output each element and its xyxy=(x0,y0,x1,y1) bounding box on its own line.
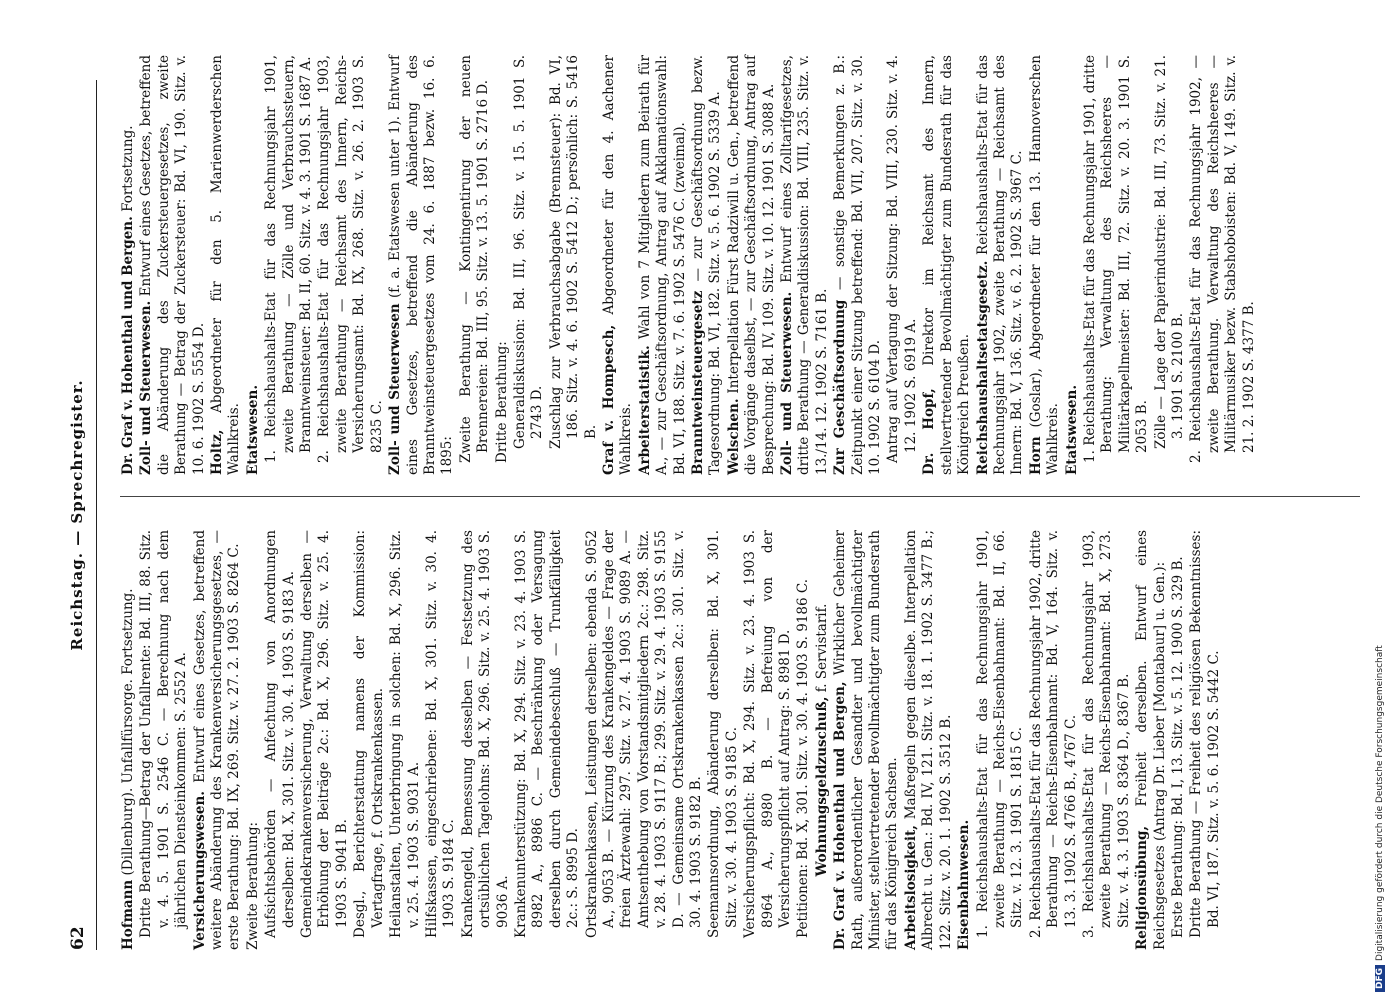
register-entry xyxy=(885,55,920,475)
register-entry xyxy=(690,55,725,475)
credit-text: Digitalisierung gefördert durch die Deutsche Forschungsgemeinschaft xyxy=(1375,645,1385,961)
register-entry xyxy=(832,55,884,475)
entry-text: 1. Reichshaushalts-Etat für das Rechnungsjahr 1901, dritte Berathung: Verwaltung des Reichsheeres — Militärkapellmeister: Bd. III, 72. Sitz. v. 20. 3. 1901 S. 2053 B. xyxy=(1081,55,1151,463)
entry-text: 2. Reichshaushalts-Etat für das Rechnungsjahr 1903, zweite Berathung — Reichsamt des Innern, Reichs-Versicherungsamt: Bd. IX, 268. Sitz. v. 26. 2. 1903 S. 8235 C. xyxy=(316,55,385,463)
register-entry xyxy=(921,55,973,475)
register-entry xyxy=(1064,55,1081,475)
entry-text: Entwurf eines Zolltarifgesetzes, dritte Berathung — Generaldiskussion: Bd. VIII, 235. Sitz. v. 13./14. 12. 1902 S. 7161 B. xyxy=(779,55,830,475)
entry-text: 1. Reichshaushalts-Etat für das Rechnungsjahr 1901, zweite Berathung — Zölle und Verbrauchssteuern, Branntweinsteuer: Bd. II, 60. Sitz. v. 4. 3. 1901 S. 1687 A. xyxy=(263,55,315,463)
entry-text: — sonstige Bemerkungen z. B.: Zeitpunkt einer Sitzung betreffend: Bd. VII, 207. Sitz. v. 30. 10. 1902 S. 6104 D. xyxy=(832,55,884,475)
entry-text: Dritte Berathung—Betrag der Unfallrente: Bd. III, 88. Sitz. v. 4. 5. 1901 S. 2546 C. — Berechnung nach dem jährlichen Diensteinkommen: S. 2552 A. xyxy=(138,530,190,938)
entry-text: Desgl., Berichterstattung namens der Kommission: Vertagfrage, f. Ortskrankenkassen. xyxy=(352,530,386,938)
column-divider xyxy=(120,496,1360,497)
register-entry xyxy=(814,530,831,950)
entry-text: Freiheit derselben. Entwurf eines Reichsgesetzes (Antrag Dr. Lieber [Montabaur] u. Gen.): xyxy=(1134,530,1168,950)
dfg-logo: DFG xyxy=(1375,965,1385,992)
page-header xyxy=(60,80,97,950)
register-entry xyxy=(387,55,457,475)
register-entry xyxy=(388,530,423,950)
register-entry xyxy=(1028,55,1063,475)
entry-text: Gemeindekrankenversicherung, Verwaltung derselben — Erhöhung der Beiträge 2c.: Bd. X, 296. Sitz. v. 25. 4. 1903 S. 9041 B. xyxy=(299,530,350,938)
register-entry xyxy=(706,530,741,950)
register-entry xyxy=(832,530,902,950)
register-entry xyxy=(1188,55,1258,475)
entry-text: — zur Geschäftsordnung bezw. Tagesordnung: Bd. VI, 182. Sitz. v. 5. 6. 1902 S. 5339 A. xyxy=(690,55,724,475)
entry-keyword: Welschen. xyxy=(725,398,742,475)
entry-text: Wirklicher Geheimer Rath, außerordentlicher Gesandter und bevollmächtigter Minister, stellvertretender Bevollmächtigter zum Bundesrath für das Königreich Sachsen. xyxy=(832,530,901,950)
entry-text: (Goslar), Abgeordneter für den 13. Hannoverschen Wahlkreis. xyxy=(1027,55,1062,475)
entry-text: Versicherungspflicht: Bd. X, 294. Sitz. v. 23. 4. 1903 S. 8964 A., 8980 B. — Befreiung von der Versicherungspflicht auf Antrag: S. 8981 D. xyxy=(742,530,794,938)
entry-keyword: Hofmann xyxy=(120,879,136,950)
entry-text: Krankengeld, Bemessung desselben — Festsetzung des ortsüblichen Tagelohns: Bd. X, 296. Sitz. v. 25. 4. 1903 S. 9036 A. xyxy=(459,530,511,938)
register-entry xyxy=(494,55,511,475)
right-column xyxy=(120,55,1259,475)
register-entry xyxy=(1170,530,1187,950)
entry-text: Direktor im Reichsamt des Innern, stellvertretender Bevollmächtigter zum Bundesrath für das Königreich Preußen. xyxy=(921,55,973,475)
entry-text: Antrag auf Vertagung der Sitzung: Bd. VIII, 230. Sitz. v. 4. 12. 1902 S. 6919 A. xyxy=(885,55,919,463)
register-entry xyxy=(584,530,706,950)
register-entry xyxy=(548,55,600,475)
entry-keyword: Horn xyxy=(1027,436,1044,475)
entry-text: Zweite Berathung: xyxy=(244,821,261,950)
entry-text: Zölle — Lage der Papierindustrie: Bd. III, 73. Sitz. v. 21. 3. 1901 S. 2100 B. xyxy=(1152,55,1186,449)
entry-keyword: Arbeiterstatistik. xyxy=(636,345,653,475)
register-entry xyxy=(512,55,547,475)
register-entry xyxy=(120,55,137,475)
entry-text: Maßregeln gegen dieselbe. Interpellation Albrecht u. Gen.: Bd. IV, 121. Sitz. v. 18. 1. 1902 S. 3477 B.; 122. Sitz. v. 20. 1. 1902 S. 3512 B. xyxy=(902,530,954,950)
entry-text: Dritte Berathung — Freiheit des religiösen Bekenntnisses: Bd. VI, 187. Sitz. v. 5. 6. 1902 S. 5442 C. xyxy=(1188,530,1222,938)
register-entry xyxy=(1028,530,1080,950)
entry-text: Wahl von 7 Mitgliedern zum Beirath für A., — zur Geschäftsordnung, Antrag auf Akklamationswahl: Bd. VI, 188. Sitz. v. 7. 6. 1902 S. 5476 C. (zweimal). xyxy=(636,55,688,475)
entry-keyword: Zoll- und Steuerwesen. xyxy=(779,291,796,475)
entry-text: Erste Berathung: Bd. I, 13. Sitz. v. 5. 12. 1900 S. 329 B. xyxy=(1169,556,1186,938)
entry-text: Krankenunterstützung: Bd. X, 294. Sitz. v. 23. 4. 1903 S. 8982 A., 8986 C. — Beschränkung oder Versagung derselben durch Gemeindebeschluß — Trunkfälligkeit 2c.: S. 8995 D. xyxy=(512,530,582,938)
entry-keyword: Graf v. Hompesch, xyxy=(600,324,617,475)
entry-text: Hilfskassen, eingeschriebene: Bd. X, 301. Sitz. v. 30. 4. 1903 S. 9184 C. xyxy=(423,530,458,938)
register-entry xyxy=(601,55,636,475)
register-entry xyxy=(726,55,778,475)
entry-text: Entwurf eines Gesetzes, betreffend weitere Abänderung des Krankenversicherungsgesetzes, — erste Berathung: Bd. IX, 269. Sitz. v. 27. 2. 1903 S. 8264 C. xyxy=(191,530,243,950)
register-entry xyxy=(956,530,973,950)
register-entry xyxy=(245,55,262,475)
page-number: 62 xyxy=(68,926,88,950)
entry-keyword: Dr. Graf v. Hohenthal und Bergen, xyxy=(832,681,849,950)
running-title: Reichstag. — Sprechregister. xyxy=(68,379,86,651)
register-entry xyxy=(1082,55,1152,475)
register-entry xyxy=(192,530,244,950)
entry-text: Generaldiskussion: Bd. III, 96. Sitz. v. 15. 5. 1901 S. 2743 D. xyxy=(511,55,546,449)
register-entry xyxy=(263,530,298,950)
entry-keyword: Dr. Hopf, xyxy=(921,388,938,475)
entry-keyword: Holtz, xyxy=(209,429,226,475)
entry-text: 2. Reichshaushalts-Etat für das Rechnungsjahr 1902, — zweite Berathung. Verwaltung des Reichsheeres — Militärmusiker bezw. Stabshoboisten: Bd. V, 149. Sitz. v. 21. 2. 1902 S. 4377 B. xyxy=(1188,55,1257,463)
entry-keyword: Branntweinsteuergesetz xyxy=(690,290,706,475)
register-entry xyxy=(975,530,1027,950)
entry-keyword: Religionsübung, xyxy=(1134,825,1151,950)
register-entry xyxy=(1153,55,1188,475)
register-entry xyxy=(795,530,812,950)
entry-text: 2. Reichshaushalts-Etat für das Rechnungsjahr 1902, dritte Berathung — Reichs-Eisenbahnamt: Bd. V, 164. Sitz. v. 13. 3. 1902 S. 4766 B., 4767 C. xyxy=(1027,530,1079,938)
register-entry xyxy=(1188,530,1223,950)
entry-text: Zuschlag zur Verbrauchsabgabe (Brennsteuer): Bd. VI, 186. Sitz. v. 4. 6. 1902 S. 5412 D.; persönlich: S. 5416 B. xyxy=(547,55,599,449)
entry-text: Dritte Berathung: xyxy=(493,341,510,463)
entry-text: Abgeordneter für den 4. Aachener Wahlkreis. xyxy=(600,55,635,475)
register-entry xyxy=(779,55,831,475)
register-entry xyxy=(460,530,512,950)
entry-keyword: Zoll- und Steuerwesen. xyxy=(138,300,155,475)
register-entry xyxy=(458,55,493,475)
entry-text: Abgeordneter für den 5. Marienwerderschen Wahlkreis. xyxy=(209,55,243,475)
register-entry xyxy=(637,55,689,475)
register-entry xyxy=(138,530,190,950)
register-entry xyxy=(352,530,387,950)
left-column xyxy=(120,530,1224,950)
entry-text: Ortskrankenkassen, Leistungen derselben: ebenda S. 9052 A., 9053 B. — Kürzung des Krankengeldes — Frage der freien Ärztewahl: 297. Sitz. v. 27. 4. 1903 S. 9089 A. — Amtsenthebung von Vorstandsmitgliedern 2c.: 298. Sitz. v. 28. 4. 1903 S. 9117 B.; 299. Sitz. v. 29. 4. 1903 S. 9155 D. — Gemeinsame Ortskrankenkassen 2c.: 301. Sitz. v. 30. 4. 1903 S. 9182 B. xyxy=(583,530,704,938)
register-entry xyxy=(424,530,459,950)
register-entry xyxy=(299,530,351,950)
entry-keyword: Dr. Graf v. Hohenthal und Bergen. xyxy=(120,216,136,475)
entry-keyword: Eisenbahnwesen. xyxy=(956,819,973,950)
entry-text: Reichshaushalts-Etat für das Rechnungsjahr 1902, zweite Berathung — Reichsamt des Innern: Bd. V, 136. Sitz. v. 6. 2. 1902 S. 3967 C. xyxy=(974,55,1026,475)
entry-keyword: Zoll- und Steuerwesen xyxy=(387,303,404,475)
register-entry xyxy=(209,55,244,475)
register-entry xyxy=(742,530,794,950)
entry-text: Aufsichtsbehörden — Anfechtung von Anordnungen derselben: Bd. X, 301. Sitz. v. 30. 4. 1903 S. 9183 A. xyxy=(263,530,297,938)
entry-text: Heilanstalten, Unterbringung in solchen: Bd. X, 296. Sitz. v. 25. 4. 1903 S. 9031 A. xyxy=(388,530,422,938)
entry-keyword: Reichshaushaltsetatsgesetz. xyxy=(974,260,991,475)
entry-text: (f. a. Etatswesen unter 1). Entwurf eines Gesetzes, betreffend die Abänderung des Branntweinsteuergesetzes vom 24. 6. 1887 bezw. 16. 6. 1895: xyxy=(387,54,456,475)
entry-text: Interpellation Fürst Radziwill u. Gen., betreffend die Vorgänge daselbst, — zur Geschäftsordnung, Antrag auf Besprechung: Bd. IV, 109. Sitz. v. 10. 12. 1901 S. 3088 A. xyxy=(725,55,777,475)
entry-text: Entwurf eines Gesetzes, betreffend die Abänderung des Zuckersteuergesetzes, zweite Berathung — Betrag der Zuckersteuer: Bd. VI, 190. Sitz. v. 10. 6. 1902 S. 5554 D. xyxy=(138,55,207,475)
digitization-credit xyxy=(1375,645,1385,992)
entry-text: Fortsetzung. xyxy=(120,125,136,217)
register-entry xyxy=(263,55,315,475)
register-entry xyxy=(975,55,1027,475)
register-entry xyxy=(903,530,955,950)
entry-keyword: Wohnungsgeldzuschuß, xyxy=(813,696,830,877)
entry-text: 1. Reichshaushalts-Etat für das Rechnungsjahr 1901, zweite Berathung — Reichs-Eisenbahnamt: Bd. II, 66. Sitz. v. 12. 3. 1901 S. 1815 C. xyxy=(974,530,1026,938)
register-entry xyxy=(138,55,208,475)
entry-keyword: Zur Geschäftsordnung xyxy=(832,299,849,475)
register-entry xyxy=(120,530,137,950)
register-entry xyxy=(316,55,386,475)
entry-keyword: Arbeitslosigkeit, xyxy=(902,825,919,950)
entry-keyword: Versicherungswesen. xyxy=(191,791,208,950)
register-entry xyxy=(1081,530,1133,950)
register-entry xyxy=(1134,530,1169,950)
entry-text: (Dillenburg). Unfallfürsorge. Fortsetzung. xyxy=(120,588,136,880)
register-entry xyxy=(245,530,262,950)
entry-text: f. Servistarif. xyxy=(813,603,830,697)
register-entry xyxy=(513,530,583,950)
entry-text: Seemannsordnung, Abänderung derselben: Bd. X, 301. Sitz. v. 30. 4. 1903 S. 9185 C. xyxy=(706,530,740,938)
entry-keyword: Etatswesen. xyxy=(244,384,261,475)
entry-keyword: Etatswesen. xyxy=(1063,384,1080,475)
entry-text: Petitionen: Bd. X, 301. Sitz. v. 30. 4. 1903 S. 9186 C. xyxy=(795,579,812,938)
entry-text: Zweite Berathung — Kontingentirung der neuen Brennereien: Bd. III, 95. Sitz. v. 13. 5. 1901 S. 2716 D. xyxy=(457,55,492,463)
entry-text: 3. Reichshaushalts-Etat für das Rechnungsjahr 1903, zweite Berathung — Reichs-Eisenbahnamt: Bd. X, 273. Sitz. v. 4. 3. 1903 S. 8364 D., 8367 B. xyxy=(1080,530,1132,938)
